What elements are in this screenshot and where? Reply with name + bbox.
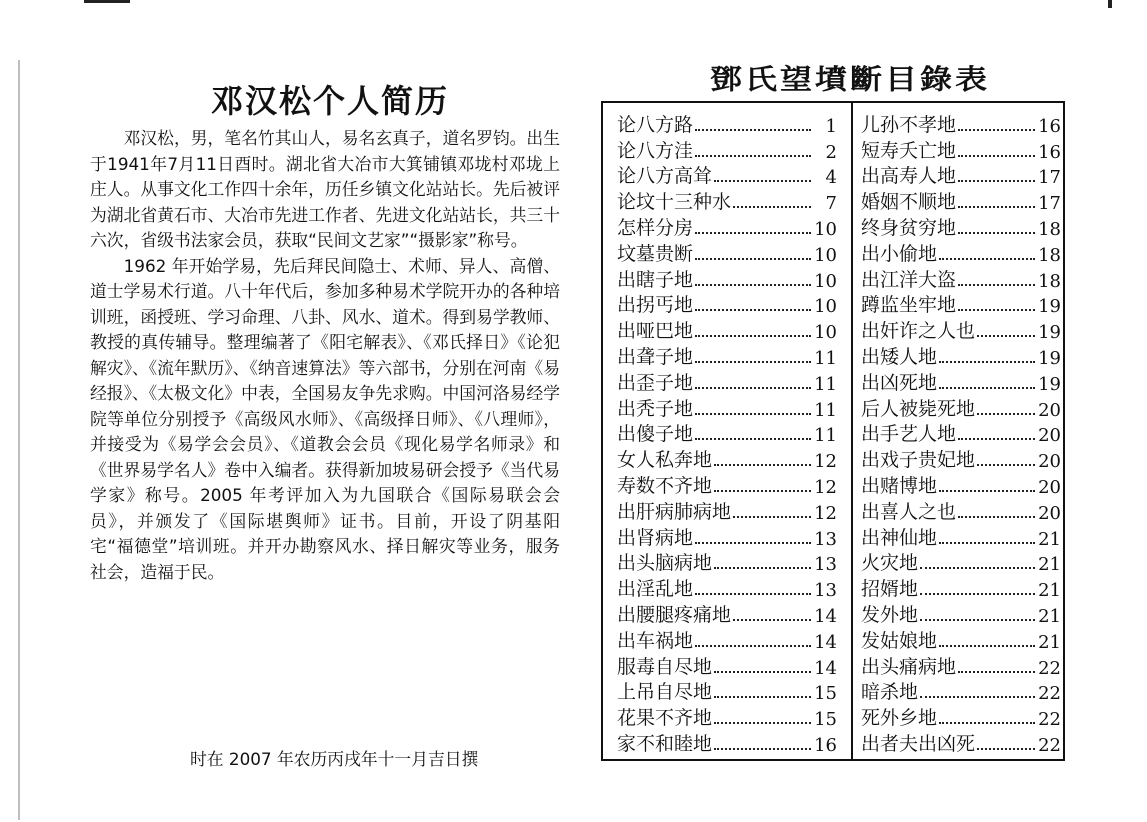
toc-leader-dots	[714, 464, 811, 466]
toc-entry-title: 出者夫出凶死	[861, 732, 976, 755]
toc-entry	[861, 292, 1061, 318]
scan-corner-mark	[1108, 0, 1112, 8]
toc-entry-title: 出瞎子地	[617, 268, 694, 291]
toc-entry-title: 女人私奔地	[617, 449, 713, 472]
toc-entry	[861, 317, 1061, 343]
toc-entry-page: 13	[814, 580, 837, 602]
toc-entry-title: 出车祸地	[617, 629, 694, 652]
toc-entry	[861, 421, 1061, 447]
toc-entry	[861, 472, 1061, 498]
toc-leader-dots	[733, 206, 811, 208]
toc-entry-page: 14	[814, 631, 837, 653]
toc-title: 鄧氏望墳斷目錄表	[709, 63, 990, 96]
toc-right-column	[861, 111, 1061, 756]
scan-left-border	[18, 60, 20, 820]
toc-entry-page: 10	[814, 218, 837, 240]
toc-entry	[861, 188, 1061, 214]
toc-left-column	[617, 111, 837, 756]
toc-entry-page: 11	[814, 425, 837, 447]
toc-entry-page: 16	[1038, 141, 1061, 163]
toc-entry	[861, 601, 1061, 627]
toc-leader-dots	[714, 696, 811, 698]
toc-entry	[861, 653, 1061, 679]
toc-entry	[617, 163, 837, 189]
toc-leader-dots	[939, 258, 1035, 260]
toc-entry	[861, 575, 1061, 601]
toc-entry-title: 论八方高耸	[617, 165, 713, 188]
toc-entry	[617, 214, 837, 240]
toc-leader-dots	[920, 696, 1035, 698]
toc-entry	[617, 627, 837, 653]
toc-leader-dots	[958, 309, 1035, 311]
toc-entry-title: 婚姻不顺地	[861, 191, 957, 214]
toc-leader-dots	[939, 542, 1035, 544]
toc-entry-page: 20	[1038, 451, 1061, 473]
toc-entry-page: 14	[814, 657, 837, 679]
toc-leader-dots	[958, 516, 1035, 518]
toc-entry	[861, 498, 1061, 524]
toc-entry-title: 出奸诈之人也	[861, 320, 976, 343]
toc-entry-page: 22	[1038, 683, 1061, 705]
toc-entry	[861, 627, 1061, 653]
toc-entry-page: 22	[1038, 734, 1061, 756]
toc-leader-dots	[733, 516, 811, 518]
toc-entry-title: 出高寿人地	[861, 165, 957, 188]
toc-leader-dots	[977, 413, 1035, 415]
toc-entry-page: 19	[1038, 347, 1061, 369]
toc-entry	[617, 704, 837, 730]
toc-entry-page: 22	[1038, 657, 1061, 679]
toc-leader-dots	[939, 361, 1035, 363]
toc-entry-page: 21	[1038, 554, 1061, 576]
toc-leader-dots	[958, 232, 1035, 234]
toc-entry-title: 出小偷地	[861, 242, 938, 265]
toc-entry-title: 家不和睦地	[617, 732, 713, 755]
toc-leader-dots	[695, 361, 811, 363]
toc-entry	[617, 421, 837, 447]
toc-leader-dots	[695, 387, 811, 389]
toc-entry-title: 短寿夭亡地	[861, 139, 957, 162]
toc-entry-page: 12	[814, 476, 837, 498]
toc-entry-title: 蹲监坐牢地	[861, 294, 957, 317]
toc-entry-page: 17	[1038, 167, 1061, 189]
toc-leader-dots	[958, 284, 1035, 286]
toc-leader-dots	[714, 671, 811, 673]
toc-entry-page: 20	[1038, 399, 1061, 421]
toc-leader-dots	[733, 619, 811, 621]
toc-entry-title: 出腰腿疼痛地	[617, 603, 732, 626]
toc-entry-page: 12	[814, 451, 837, 473]
toc-entry-page: 15	[814, 709, 837, 731]
toc-entry	[617, 292, 837, 318]
toc-entry-page: 20	[1038, 476, 1061, 498]
toc-entry-title: 上吊自尽地	[617, 681, 713, 704]
toc-entry-title: 发外地	[861, 603, 919, 626]
toc-entry	[617, 730, 837, 756]
toc-entry	[861, 343, 1061, 369]
toc-entry-page: 2	[825, 141, 837, 163]
bio-footer: 时在 2007 年农历丙戌年十一月吉日撰	[190, 749, 479, 769]
toc-entry-page: 19	[1038, 322, 1061, 344]
toc-entry	[617, 188, 837, 214]
toc-entry-title: 坟墓贵断	[617, 242, 694, 265]
toc-leader-dots	[958, 438, 1035, 440]
bio-title: 邓汉松个人简历	[210, 82, 449, 120]
toc-leader-dots	[714, 180, 811, 182]
toc-leader-dots	[977, 464, 1035, 466]
toc-entry-title: 论八方路	[617, 113, 694, 136]
toc-entry-page: 10	[814, 244, 837, 266]
toc-entry	[861, 214, 1061, 240]
toc-entry-title: 终身贫穷地	[861, 216, 957, 239]
toc-entry	[861, 550, 1061, 576]
toc-entry	[861, 266, 1061, 292]
toc-entry	[861, 240, 1061, 266]
toc-entry	[861, 137, 1061, 163]
toc-entry-page: 17	[1038, 193, 1061, 215]
toc-entry-title: 出聋子地	[617, 345, 694, 368]
toc-entry	[617, 446, 837, 472]
toc-leader-dots	[695, 335, 811, 337]
toc-leader-dots	[939, 490, 1035, 492]
toc-entry-title: 后人被毙死地	[861, 397, 976, 420]
toc-leader-dots	[695, 645, 811, 647]
bio-paragraph-2: 1962 年开始学易，先后拜民间隐士、术师、异人、高僧、道士学易术行道。八十年代后，参加多种易术学院开办的各种培训班，函授班、学习命理、八卦、风水、道术。得到易学教师、教授的真传辅导。整理编著了《阳宅解表》、《邓氏择日》《论犯解灾》、《流年默历》、《纳音速算法》等六部书，分别在河南《易经报》、《太极文化》中表，全国易友争先求购。中国河洛易经学院等单位分别授予《高级风水师》、《高级择日师》、《八理师》，并接受为《易学会会员》、《道教会会员《现化易学名师录》和《世界易学名人》卷中入编者。获得新加坡易研会授予《当代易学家》称号。2005 年考评加入为九国联合《国际易联会会员》，并颁发了《国际堪舆师》证书。目前，开设了阴基阳宅“福德堂”培训班。并开办勘察风水、择日解灾等业务，服务社会，造福于民。	[90, 255, 560, 582]
toc-entry-page: 22	[1038, 709, 1061, 731]
toc-entry-title: 花果不齐地	[617, 707, 713, 730]
toc-table	[601, 101, 1065, 761]
toc-entry-page: 21	[1038, 528, 1061, 550]
toc-leader-dots	[695, 284, 811, 286]
toc-entry	[861, 395, 1061, 421]
toc-entry-page: 18	[1038, 244, 1061, 266]
toc-entry-title: 出矮人地	[861, 345, 938, 368]
toc-entry-title: 出手艺人地	[861, 423, 957, 446]
toc-entry-page: 20	[1038, 425, 1061, 447]
toc-entry-title: 怎样分房	[617, 216, 694, 239]
toc-entry-page: 18	[1038, 218, 1061, 240]
toc-entry	[861, 524, 1061, 550]
toc-leader-dots	[977, 748, 1035, 750]
toc-column-divider	[851, 103, 853, 759]
toc-leader-dots	[939, 645, 1035, 647]
toc-entry	[617, 575, 837, 601]
toc-entry-title: 出头痛病地	[861, 655, 957, 678]
toc-entry	[861, 679, 1061, 705]
toc-leader-dots	[695, 542, 811, 544]
toc-entry-page: 14	[814, 605, 837, 627]
toc-entry-title: 出江洋大盗	[861, 268, 957, 291]
toc-entry-page: 16	[1038, 115, 1061, 137]
toc-leader-dots	[958, 206, 1035, 208]
toc-entry	[617, 266, 837, 292]
toc-entry-title: 死外乡地	[861, 707, 938, 730]
toc-entry-title: 发姑娘地	[861, 629, 938, 652]
toc-entry	[617, 653, 837, 679]
toc-entry-title: 出肝病肺病地	[617, 500, 732, 523]
toc-entry-title: 出赌博地	[861, 474, 938, 497]
toc-entry	[617, 679, 837, 705]
toc-entry-page: 10	[814, 296, 837, 318]
toc-entry-page: 20	[1038, 502, 1061, 524]
toc-leader-dots	[695, 309, 811, 311]
toc-entry	[861, 446, 1061, 472]
toc-entry	[617, 550, 837, 576]
toc-entry-page: 4	[825, 167, 837, 189]
toc-entry	[617, 111, 837, 137]
toc-leader-dots	[695, 258, 811, 260]
toc-entry	[617, 601, 837, 627]
toc-entry-title: 出神仙地	[861, 526, 938, 549]
toc-leader-dots	[714, 490, 811, 492]
bio-body	[90, 126, 560, 585]
toc-entry	[617, 395, 837, 421]
toc-entry	[861, 369, 1061, 395]
toc-entry	[861, 704, 1061, 730]
toc-entry-title: 火灾地	[861, 552, 919, 575]
toc-entry-title: 论坟十三种水	[617, 191, 732, 214]
toc-entry-title: 出头脑病地	[617, 552, 713, 575]
toc-leader-dots	[958, 129, 1035, 131]
toc-entry-page: 12	[814, 502, 837, 524]
toc-entry-page: 16	[814, 734, 837, 756]
toc-leader-dots	[958, 180, 1035, 182]
toc-entry	[617, 498, 837, 524]
toc-entry-page: 11	[814, 347, 837, 369]
toc-leader-dots	[714, 567, 811, 569]
toc-leader-dots	[695, 155, 811, 157]
toc-entry-title: 暗杀地	[861, 681, 919, 704]
toc-leader-dots	[920, 567, 1035, 569]
toc-entry-page: 10	[814, 322, 837, 344]
toc-entry-title: 出喜人之也	[861, 500, 957, 523]
toc-entry-title: 出淫乱地	[617, 578, 694, 601]
toc-entry-page: 13	[814, 528, 837, 550]
scan-top-mark	[84, 0, 130, 3]
toc-entry-title: 寿数不齐地	[617, 474, 713, 497]
toc-entry	[617, 317, 837, 343]
toc-leader-dots	[714, 722, 811, 724]
toc-entry-title: 出戏子贵妃地	[861, 449, 976, 472]
toc-entry-title: 出凶死地	[861, 371, 938, 394]
toc-entry-page: 11	[814, 399, 837, 421]
toc-leader-dots	[939, 722, 1035, 724]
toc-leader-dots	[695, 413, 811, 415]
toc-leader-dots	[920, 593, 1035, 595]
toc-entry-page: 18	[1038, 270, 1061, 292]
toc-entry-title: 出肾病地	[617, 526, 694, 549]
toc-entry-page: 7	[825, 193, 837, 215]
toc-leader-dots	[695, 232, 811, 234]
toc-entry-title: 出傻子地	[617, 423, 694, 446]
toc-leader-dots	[958, 155, 1035, 157]
toc-entry-page: 15	[814, 683, 837, 705]
toc-entry-title: 招婿地	[861, 578, 919, 601]
toc-entry	[617, 524, 837, 550]
toc-leader-dots	[977, 335, 1035, 337]
toc-leader-dots	[920, 619, 1035, 621]
toc-leader-dots	[939, 387, 1035, 389]
toc-entry-page: 21	[1038, 605, 1061, 627]
toc-entry	[617, 343, 837, 369]
toc-entry-title: 出歪子地	[617, 371, 694, 394]
toc-entry	[617, 369, 837, 395]
bio-paragraph-1: 邓汉松，男，笔名竹其山人，易名玄真子，道名罗钧。出生于1941年7月11日酉时。湖北省大冶市大箕铺镇邓垅村邓垅上庄人。从事文化工作四十余年，历任乡镇文化站站长。先后被评为湖北省黄石市、大冶市先进工作者、先进文化站站长，共三十六次，省级书法家会员，获取“民间文艺家”“摄影家”称号。	[90, 128, 560, 250]
toc-entry-title: 儿孙不孝地	[861, 113, 957, 136]
toc-entry	[617, 137, 837, 163]
toc-entry-page: 19	[1038, 296, 1061, 318]
toc-leader-dots	[958, 671, 1035, 673]
toc-entry-title: 出哑巴地	[617, 320, 694, 343]
toc-leader-dots	[714, 748, 811, 750]
toc-entry-page: 10	[814, 270, 837, 292]
toc-entry	[617, 240, 837, 266]
toc-entry	[861, 111, 1061, 137]
toc-entry	[861, 163, 1061, 189]
toc-entry-page: 21	[1038, 580, 1061, 602]
toc-entry-page: 11	[814, 373, 837, 395]
toc-leader-dots	[695, 129, 811, 131]
toc-entry-title: 出秃子地	[617, 397, 694, 420]
toc-entry-title: 服毒自尽地	[617, 655, 713, 678]
toc-entry-page: 21	[1038, 631, 1061, 653]
toc-entry-page: 1	[825, 115, 837, 137]
toc-entry	[617, 472, 837, 498]
toc-entry-title: 出拐丐地	[617, 294, 694, 317]
toc-entry-title: 论八方洼	[617, 139, 694, 162]
toc-leader-dots	[695, 438, 811, 440]
toc-entry-page: 13	[814, 554, 837, 576]
toc-entry-page: 19	[1038, 373, 1061, 395]
toc-entry	[861, 730, 1061, 756]
toc-leader-dots	[695, 593, 811, 595]
